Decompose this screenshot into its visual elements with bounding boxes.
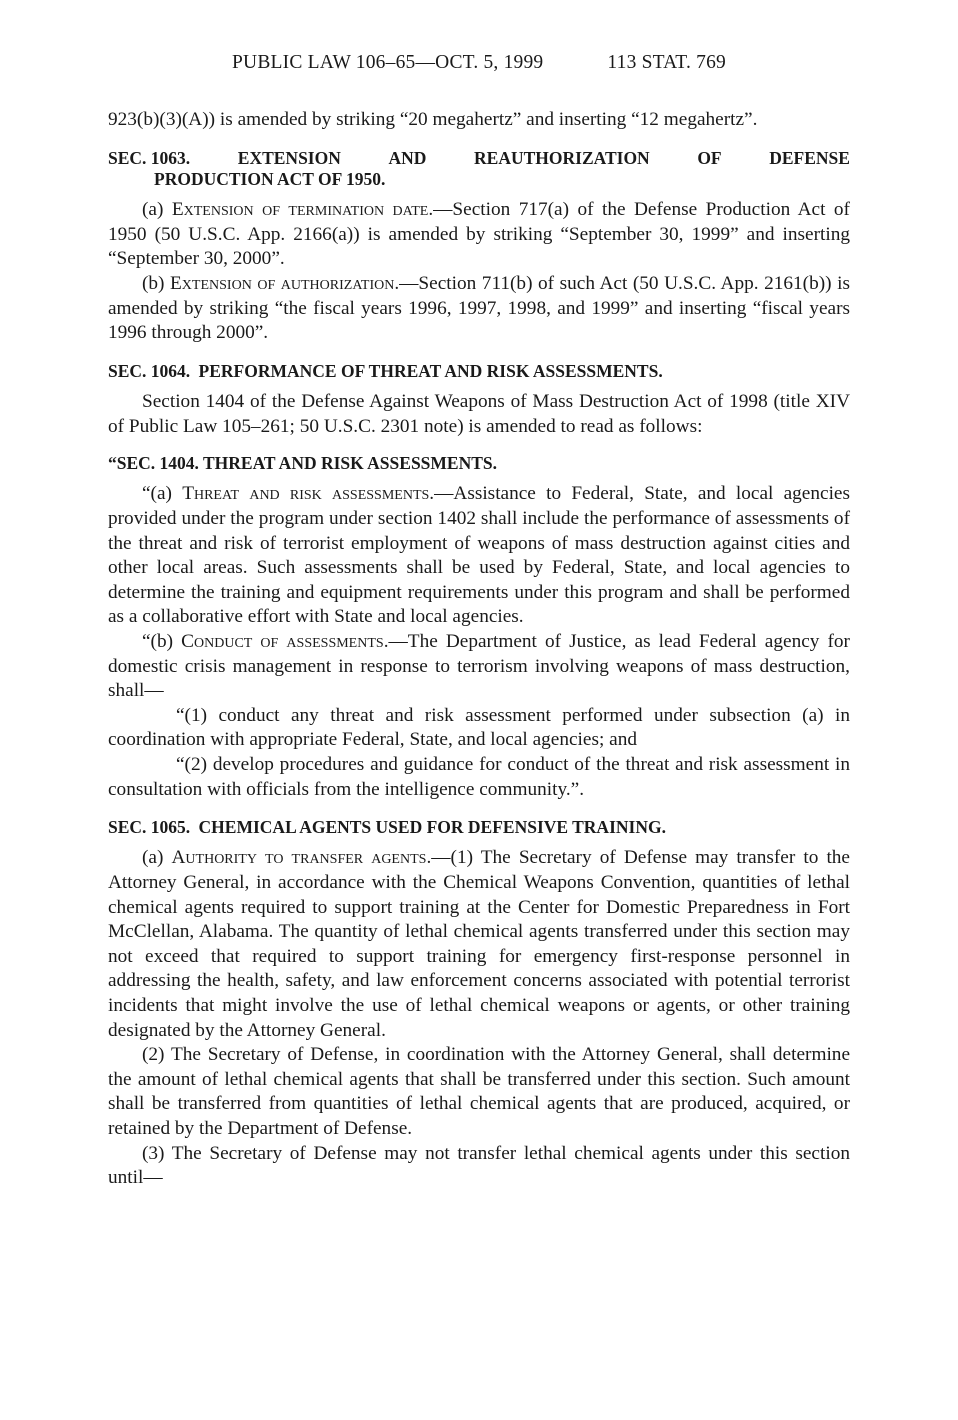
page-header <box>108 52 850 74</box>
section-title-1063-word5: DEFENSE <box>769 147 850 168</box>
quoted-paragraph-b1: “(1) conduct any threat and risk assessment performed under subsection (a) in coordination with appropriate Federal, State, and local agencies; and <box>108 704 850 751</box>
paragraph-1063-b: (b) Extension of authorization.—Section 711(b) of such Act (50 U.S.C. App. 2161(b)) is amended by striking “the fiscal years 1996, 1997, 1998, and 1999” and inserting “fiscal years 1996 through 2000”. <box>108 273 850 344</box>
paragraph-1065-a2: (2) The Secretary of Defense, in coordination with the Attorney General, shall determine the amount of lethal chemical agents that shall be transferred under this section. Such amount shall be transferred from quantities of lethal chemical agents that are produced, acquired, or retained by the Department of Defense. <box>108 1044 850 1139</box>
quoted-paragraph-b: “(b) Conduct of assessments.—The Department of Justice, as lead Federal agency for domestic crisis management in response to terrorism involving weapons of mass destruction, shall— <box>108 630 850 702</box>
header-law-citation: PUBLIC LAW 106–65—OCT. 5, 1999 <box>232 52 544 73</box>
document-body <box>108 108 850 1191</box>
section-title-1063-line2: PRODUCTION ACT OF 1950. <box>154 168 386 189</box>
paragraph-1065-a1: (a) Authority to transfer agents.—(1) The Secretary of Defense may transfer to the Attorney General, in accordance with the Chemical Weapons Convention, quantities of lethal chemical agents required to support training at the Center for Domestic Preparedness in Fort McClellan, Alabama. The quantity of lethal chemical agents transferred under this section may not exceed that required to support training for emergency first-response personnel in addressing the health, safety, and law enforcement concerns associated with potential terrorist incidents that might involve the use of lethal chemical weapons or agents, or other training designated by the Attorney General. <box>108 847 850 1041</box>
section-heading-1064 <box>108 361 850 382</box>
section-title-1063-word3: REAUTHORIZATION <box>474 147 650 168</box>
section-heading-1063 <box>108 148 850 191</box>
section-title-1063-word2: AND <box>388 147 427 168</box>
section-number-1064: SEC. 1064. <box>108 360 191 381</box>
section-number-1065: SEC. 1065. <box>108 817 191 838</box>
quoted-section-heading-1404: “SEC. 1404. THREAT AND RISK ASSESSMENTS. <box>108 453 498 474</box>
section-number-1063: SEC. 1063. <box>108 147 191 168</box>
section-title-1065: CHEMICAL AGENTS USED FOR DEFENSIVE TRAINING. <box>198 817 666 838</box>
paragraph-1063-a: (a) Extension of termination date.—Section 717(a) of the Defense Production Act of 1950 (50 U.S.C. App. 2166(a)) is amended by striking “September 30, 1999” and inserting “September 30, 2000”. <box>108 199 850 270</box>
paragraph-opening: 923(b)(3)(A)) is amended by striking “20 megahertz” and inserting “12 megahertz”. <box>108 109 758 130</box>
paragraph-1065-a3: (3) The Secretary of Defense may not transfer lethal chemical agents under this section until— <box>108 1142 850 1189</box>
paragraph-1064-body: Section 1404 of the Defense Against Weapons of Mass Destruction Act of 1998 (title XIV of Public Law 105–261; 50 U.S.C. 2301 note) is amended to read as follows: <box>108 391 850 437</box>
header-stat-citation: 113 STAT. 769 <box>607 52 726 73</box>
quoted-paragraph-b2: “(2) develop procedures and guidance for conduct of the threat and risk assessment in consultation with officials from the intelligence community.”. <box>108 753 850 800</box>
section-heading-1065 <box>108 817 850 838</box>
section-title-1063-word4: OF <box>697 147 722 168</box>
section-title-1063-word1: EXTENSION <box>237 147 341 168</box>
quoted-paragraph-a: “(a) Threat and risk assessments.—Assistance to Federal, State, and local agencies provided under the program under section 1402 shall include the performance of assessments of the threat and risk of terrorist employment of weapons of mass destruction against cities and other local areas. Such assessments shall be used by Federal, State, and local agencies to determine the training and equipment requirements under this program and shall be performed as a collaborative effort with State and local agencies. <box>108 483 850 628</box>
section-title-1064: PERFORMANCE OF THREAT AND RISK ASSESSMENTS. <box>198 360 663 381</box>
